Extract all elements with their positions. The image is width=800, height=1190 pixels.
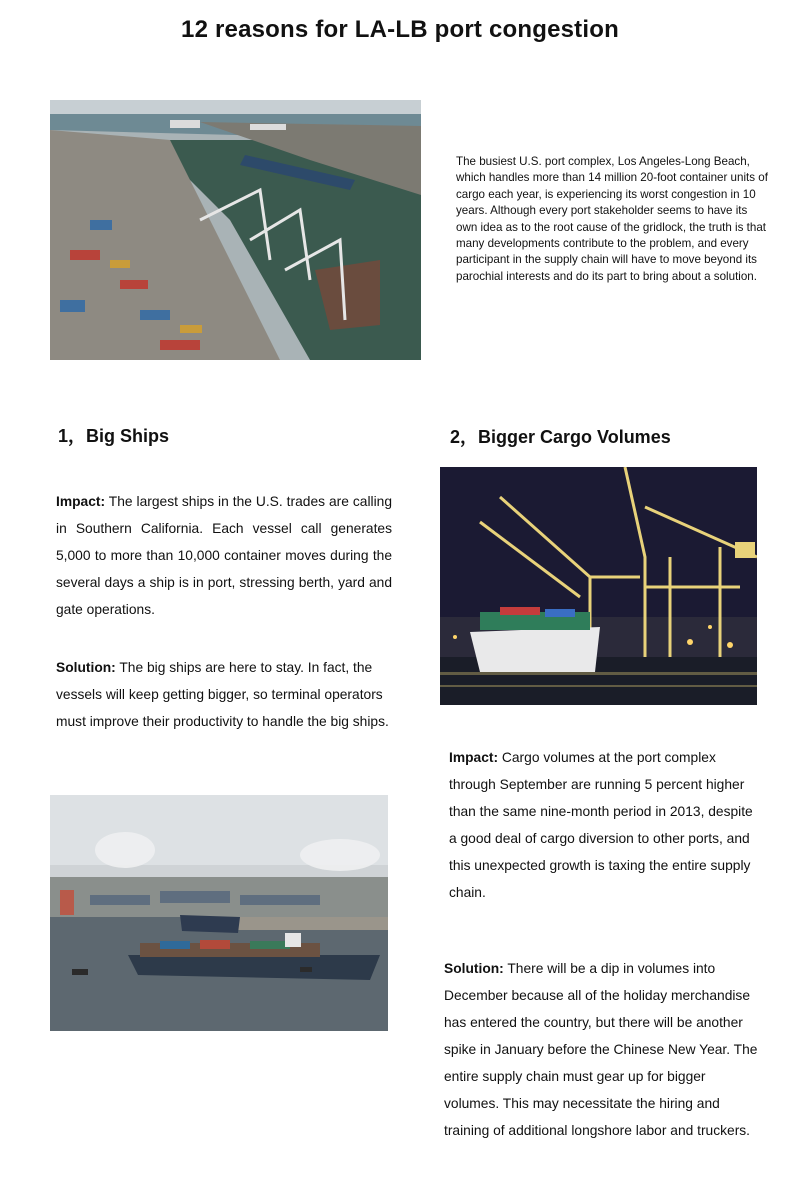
section-2-solution-text: There will be a dip in volumes into December because all of the holiday merchandise has entered the country, but there will be another spike in January before the Chinese New Year. The entire supply chain must gear up for bigger volumes. This may necessitate the hiring and training of additional longshore labor and truckers. <box>444 961 758 1138</box>
section-2-impact-label: Impact: <box>449 750 499 765</box>
section-1-solution <box>56 654 392 735</box>
section-2-solution-label: Solution: <box>444 961 504 976</box>
intro-paragraph: The busiest U.S. port complex, Los Angeles-Long Beach, which handles more than 14 million 20-foot container units of cargo each year, is experiencing its worst congestion in 10 years. Although every port stakeholder seems to have its own idea as to the root cause of the gridlock, the truth is that many developments contribute to the problem, and every participant in the supply chain will have to move beyond its parochial interests and do its part to bring about a solution. <box>456 155 768 283</box>
page-title: 12 reasons for LA-LB port congestion <box>181 16 619 43</box>
night-cranes-photo <box>440 467 757 705</box>
section-1-impact-label: Impact: <box>56 494 106 509</box>
harbor-ship-photo <box>50 795 388 1031</box>
section-1-solution-text: The big ships are here to stay. In fact, the vessels will keep getting bigger, so terminal operators must improve their productivity to handle the big ships. <box>56 660 389 729</box>
section-1-solution-label: Solution: <box>56 660 116 675</box>
section-1-impact <box>56 488 392 623</box>
section-2-heading: 2，Bigger Cargo Volumes <box>450 427 671 447</box>
section-2-impact-text: Cargo volumes at the port complex through September are running 5 percent higher than the same nine-month period in 2013, despite a good deal of cargo diversion to other ports, and this unexpected growth is taxing the entire supply chain. <box>449 750 753 900</box>
section-2-impact <box>449 744 761 906</box>
aerial-port-photo <box>50 100 421 360</box>
section-1-heading: 1，Big Ships <box>58 426 170 446</box>
section-1-impact-text: The largest ships in the U.S. trades are calling in Southern California. Each vessel call generates 5,000 to more than 10,000 container moves during the several days a ship is in port, stressing berth, yard and gate operations. <box>56 494 392 617</box>
section-2-solution <box>444 955 764 1144</box>
